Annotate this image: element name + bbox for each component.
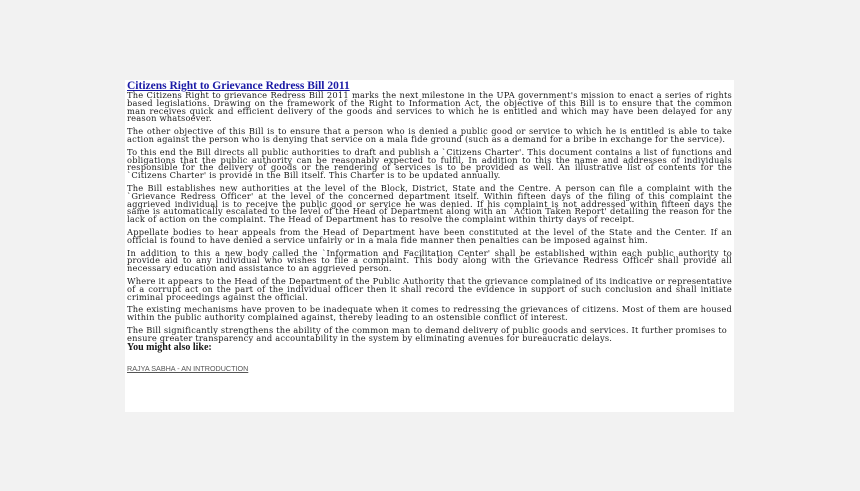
article-paragraph: Appellate bodies to hear appeals from the Head of Department have been constituted at the level of the State and the Center. If an official is found to have denied a service unfairly or in a mala fide manner then penalties can be imposed against him. xyxy=(127,226,732,245)
article-container xyxy=(125,80,734,412)
also-like-heading: You might also like: xyxy=(127,341,212,353)
article-paragraph: Where it appears to the Head of the Department of the Public Authority that the grievance complained of its indicative or representative of a corrupt act on the part of the individual officer then it shall record the evidence in support of such conclusion and shall initiate criminal proceedings against the official. xyxy=(127,275,732,302)
article-paragraph: In addition to this a new body called the `Information and Facilitation Center' shall be established within each public authority to provide aid to any individual who wishes to file a complaint. This body along with the Grievance Redress Officer shall provide all necessary education and assistance to an aggrieved person. xyxy=(127,247,732,274)
article-paragraph: The other objective of this Bill is to ensure that a person who is denied a public good or service to which he is entitled is able to take action against the person who is denying that service on a mala fide ground (such as a demand for a bribe in exchange for the service). xyxy=(127,126,732,144)
article-paragraph: The Bill establishes new authorities at the level of the Block, District, State and the Centre. A person can file a complaint with the `Grievance Redress Officer' at the level of the concerned department itself. Within fifteen days of the filing of this complaint the aggrieved individual is to receive the public good or service he was denied. If his complaint is not addressed within fifteen days the same is automatically escalated to the level of the Head of Department along with an `Action Taken Report' detailing the reason for the lack of action on the complaint. The Head of Department has to resolve the complaint within thirty days of receipt. xyxy=(127,182,732,225)
article-paragraph: The existing mechanisms have proven to be inadequate when it comes to redressing the grievances of citizens. Most of them are housed within the public authority complained against, thereby leading to an ostensible conflict of interest. xyxy=(127,304,732,323)
article-paragraph: To this end the Bill directs all public authorities to draft and publish a `Citizens Charter'. This document contains a list of functions and obligations that the public authority can be reasonably expected to fulfil. In addition to this the name and addresses of individuals responsible for the delivery of goods or the rendering of services is to be provided as well. An illustrative list of contents for the `Citizens Charter' is provide in the Bill itself. This Charter is to be updated annually. xyxy=(127,146,732,181)
article-paragraph: The Citizens Right to grievance Redress Bill 2011 marks the next milestone in the UPA government's mission to enact a series of rights based legislations. Drawing on the framework of the Right to Information Act, the objective of this Bill is to ensure that the common man receives quick and efficient delivery of the goods and services to which he is entitled and which may have been delayed for any reason whatsoever. xyxy=(127,90,732,124)
article-title-link[interactable]: Citizens Right to Grievance Redress Bill 2011 xyxy=(127,80,350,92)
related-link-rajya-sabha[interactable]: RAJYA SABHA - AN INTRODUCTION xyxy=(127,363,249,373)
article-paragraph: The Bill significantly strengthens the ability of the common man to demand delivery of public goods and services. It further promises to ensure greater transparency and accountability in the system by eliminating avenues for bureaucratic delays. xyxy=(127,324,727,343)
